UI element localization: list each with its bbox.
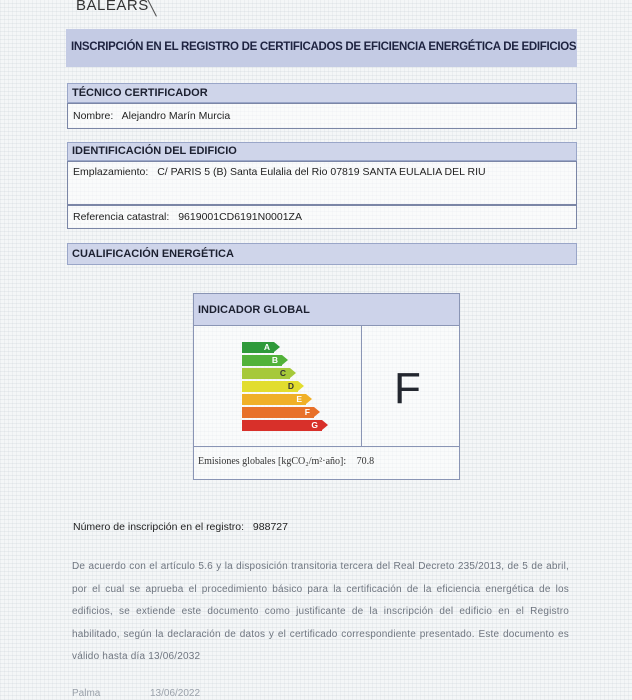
energy-bar-a: A — [242, 342, 274, 353]
calificacion-heading: CUALIFICACIÓN ENERGÉTICA — [67, 243, 577, 265]
footer-place: Palma — [72, 688, 101, 699]
energy-bar-g: G — [242, 420, 322, 431]
indicador-heading: INDICADOR GLOBAL — [194, 294, 459, 326]
footer-date: 13/06/2022 — [150, 688, 201, 699]
tecnico-nombre-row — [67, 103, 577, 129]
region-name: BALEARS — [76, 0, 149, 14]
nombre-label: Nombre: — [73, 110, 114, 122]
emplazamiento-row — [67, 161, 577, 205]
energy-bar-c: C — [242, 368, 290, 379]
panel-divider-horizontal — [194, 446, 459, 447]
tecnico-heading: TÉCNICO CERTIFICADOR — [67, 83, 577, 103]
nombre-value: Alejandro Marín Murcia — [121, 110, 231, 122]
emplazamiento-label: Emplazamiento: — [73, 166, 149, 178]
energy-bar-f: F — [242, 407, 314, 418]
registro-line — [73, 521, 288, 533]
indicador-global-panel — [193, 293, 460, 480]
energy-bar-b: B — [242, 355, 282, 366]
panel-divider-vertical — [361, 326, 362, 446]
registro-value: 988727 — [252, 521, 288, 533]
referencia-row — [67, 205, 577, 229]
emisiones-line — [198, 456, 374, 467]
energy-bar-e: E — [242, 394, 306, 405]
registro-label: Número de inscripción en el registro: — [73, 521, 244, 533]
emplazamiento-value: C/ PARIS 5 (B) Santa Eulalia del Rio 07819 SANTA EULALIA DEL RIU — [157, 166, 486, 178]
energy-bar-d: D — [242, 381, 298, 392]
energy-grade: F — [394, 364, 421, 413]
slash-decoration: ╲ — [148, 0, 157, 16]
referencia-value: 9619001CD6191N0001ZA — [178, 211, 302, 223]
emisiones-label: Emisiones globales [kgCO₂/m²·año]: — [198, 456, 347, 467]
legal-paragraph: De acuerdo con el artículo 5.6 y la disposición transitoria tercera del Real Decreto 235/2013, de 5 de abril, por el cual se aprueba el procedimiento básico para la certificación de la eficiencia energética de los edificios, se extiende este documento como justificante de la inscripción del edificio en el Registro habilitado, según la declaración de datos y el certificado correspondiente presentado. Este documento es válido hasta día 13/06/2032 — [72, 561, 569, 662]
emisiones-value: 70.8 — [356, 456, 375, 467]
document-title: INSCRIPCIÓN EN EL REGISTRO DE CERTIFICADOS DE EFICIENCIA ENERGÉTICA DE EDIFICIOS — [66, 29, 577, 67]
referencia-label: Referencia catastral: — [73, 211, 170, 223]
edificio-heading: IDENTIFICACIÓN DEL EDIFICIO — [67, 142, 577, 161]
